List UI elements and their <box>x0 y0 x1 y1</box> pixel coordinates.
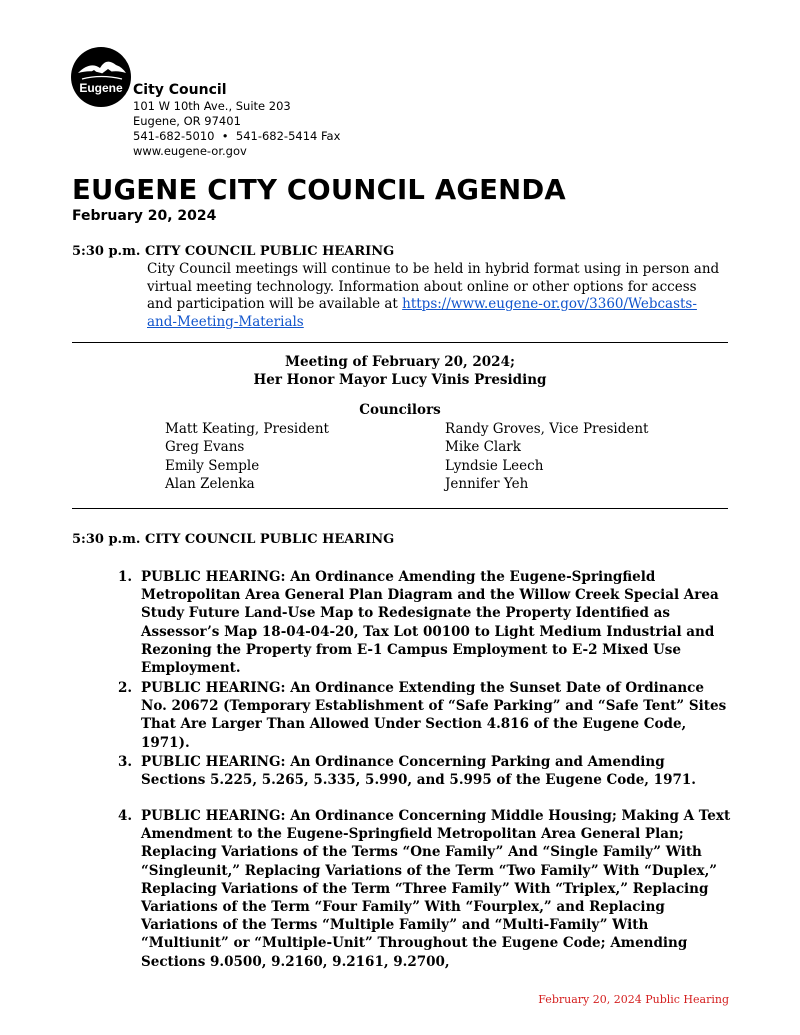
meeting-line-1: Meeting of February 20, 2024; <box>285 354 515 370</box>
section-2-time: 5:30 p.m. <box>72 532 141 547</box>
councilor-name: Lyndsie Leech <box>445 457 544 474</box>
webcasts-link[interactable]: https://www.eugene-or.gov/3360/Webcasts-and-Meeting-Materials <box>147 296 697 330</box>
agenda-item-text: PUBLIC HEARING: An Ordinance Extending the Sunset Date of Ordinance No. 20672 (Temporary Establishment of “Safe Parking” and “Safe Tent” Sites That Are Larger Than Allowed Under Section 4.816 of the Eugene Code, 1971). <box>141 680 727 751</box>
agenda-item-text: PUBLIC HEARING: An Ordinance Concerning Parking and Amending Sections 5.225, 5.265, 5.335, 5.990, and 5.995 of the Eugene Code, 1971. <box>141 754 696 789</box>
councilor-name: Matt Keating, President <box>165 421 329 437</box>
councilors-heading: Councilors <box>359 402 441 418</box>
divider <box>72 508 728 509</box>
councilor-name: Alan Zelenka <box>165 475 255 492</box>
website: www.eugene-or.gov <box>133 144 247 158</box>
agenda-date: February 20, 2024 <box>72 208 217 224</box>
agenda-item-text: PUBLIC HEARING: An Ordinance Amending the Eugene-Springfield Metropolitan Area General Plan Diagram and the Willow Creek Special Area Study Future Land-Use Map to Redesignate the Property Identified as Assessor’s Map 18-04-04-20, Tax Lot 00100 to Light Medium Industrial and Rezoning the Property from E-1 Campus Employment to E-2 Mixed Use Employment. <box>141 569 719 677</box>
phone-fax: 541-682-5010 • 541-682-5414 Fax <box>133 129 341 143</box>
councilors-right-column <box>445 420 648 493</box>
address-line-2: Eugene, OR 97401 <box>133 114 241 128</box>
agenda-item-number: 4. <box>118 808 133 824</box>
section-1-time: 5:30 p.m. <box>72 244 141 259</box>
agenda-item-text: PUBLIC HEARING: An Ordinance Concerning Middle Housing; Making A Text Amendment to the Eugene-Springfield Metropolitan Area General Plan; Replacing Variations of the Terms “One Family” And “Single Family” With “Singleunit,” Replacing Variations of the Term “Two Family” With “Duplex,” Replacing Variations of the Term “Three Family” With “Triplex,” Replacing Variations of the Term “Four Family” With “Fourplex,” and Replacing Variations of the Terms “Multiple Family” and “Multi-Family” With “Multiunit” or “Multiple-Unit” Throughout the Eugene Code; Amending Sections 9.0500, 9.2160, 9.2161, 9.2700, <box>141 808 731 970</box>
councilor-name: Mike Clark <box>445 439 521 456</box>
divider <box>72 342 728 343</box>
org-name: City Council <box>133 82 227 98</box>
section-2-heading: CITY COUNCIL PUBLIC HEARING <box>145 532 395 547</box>
councilors-left-column <box>165 420 329 493</box>
section-1-text: City Council meetings will continue to be held in hybrid format using in person and virtual meeting technology. Information about online or other options for access and participation will be available at <box>147 261 720 312</box>
agenda-item-number: 1. <box>118 569 133 585</box>
page-title: EUGENE CITY COUNCIL AGENDA <box>72 174 566 206</box>
section-1-body <box>147 261 722 331</box>
councilor-name: Greg Evans <box>165 439 245 456</box>
agenda-item <box>118 568 733 677</box>
agenda-item <box>118 807 733 971</box>
logo-text: Eugene <box>79 81 123 95</box>
councilor-name: Randy Groves, Vice President <box>445 421 649 437</box>
agenda-item-number: 3. <box>118 754 133 770</box>
eugene-logo-icon <box>70 46 132 108</box>
councilor-name: Emily Semple <box>165 457 260 474</box>
org-contact-block <box>133 82 340 159</box>
agenda-item <box>118 753 733 789</box>
councilor-name: Jennifer Yeh <box>445 475 529 492</box>
agenda-item-number: 2. <box>118 680 133 696</box>
address-line-1: 101 W 10th Ave., Suite 203 <box>133 99 291 113</box>
meeting-line-2: Her Honor Mayor Lucy Vinis Presiding <box>253 372 547 388</box>
agenda-item <box>118 679 733 752</box>
page-footer: February 20, 2024 Public Hearing <box>538 993 729 1006</box>
section-1-heading: CITY COUNCIL PUBLIC HEARING <box>145 244 395 259</box>
